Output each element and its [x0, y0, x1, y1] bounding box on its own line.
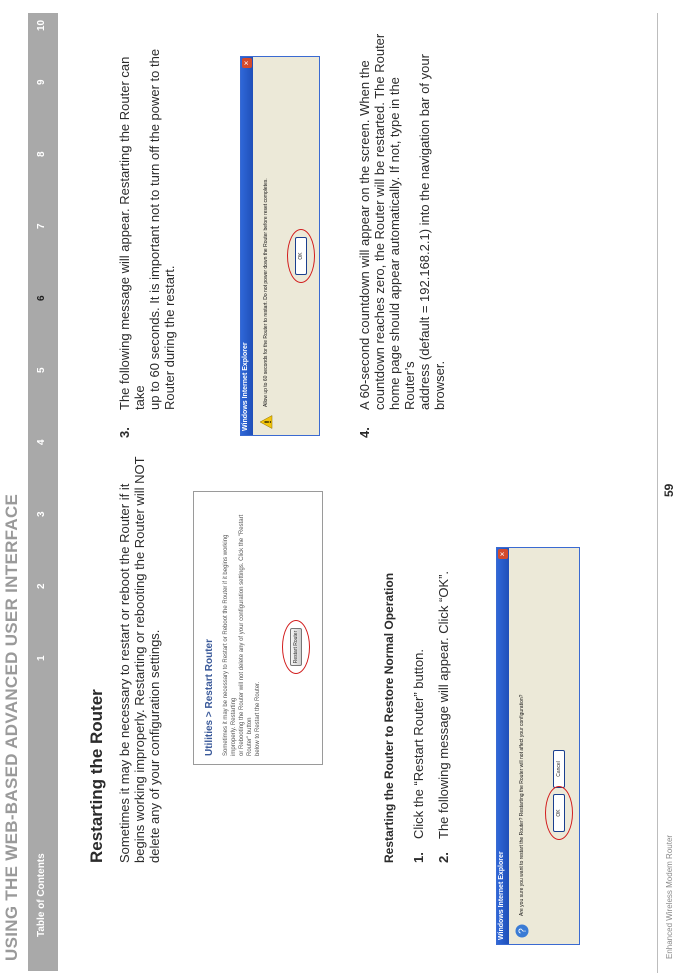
step-line: Router during the restart. — [162, 265, 177, 410]
page-number: 59 — [662, 483, 676, 497]
step-number: 4. — [357, 427, 372, 438]
step-4-text — [357, 30, 447, 410]
dialog-message: Allow up to 60 seconds for the Router to restart. Do not power down the Router before reset completes. — [263, 178, 269, 407]
dialog-title: Windows Internet Explorer — [498, 851, 505, 940]
toc-chapter-2[interactable]: 2 — [36, 583, 47, 589]
restart-router-screenshot — [193, 491, 323, 765]
page-header-title: USING THE WEB-BASED ADVANCED USER INTERFACE — [2, 493, 21, 961]
intro-paragraph — [117, 456, 162, 863]
toc-chapter-9[interactable]: 9 — [36, 79, 47, 85]
toc-chapter-6[interactable]: 6 — [36, 295, 47, 301]
step-line: address (default = 192.168.2.1) into the navigation bar of your — [417, 54, 432, 410]
toc-chapter-8[interactable]: 8 — [36, 151, 47, 157]
step-number: 3. — [117, 427, 132, 438]
step-number: 2. — [436, 852, 451, 863]
screenshot-text-line: Sometimes it may be necessary to Restart or Reboot the Router if it begins working improperly. Restarting — [223, 534, 237, 756]
restart-info-dialog — [240, 56, 320, 436]
ok-button[interactable]: OK — [553, 794, 565, 832]
step-line: A 60-second countdown will appear on the screen. When the — [357, 60, 372, 410]
dialog-titlebar — [241, 57, 253, 435]
cancel-button[interactable]: Cancel — [553, 750, 565, 788]
toc-chapter-10[interactable]: 10 — [36, 19, 47, 31]
toc-chapter-4[interactable]: 4 — [36, 439, 47, 445]
intro-line: delete any of your configuration settings. — [147, 629, 162, 863]
footer-divider — [657, 13, 658, 973]
close-icon[interactable]: × — [498, 549, 508, 559]
screenshot-text — [222, 506, 262, 756]
intro-line: begins working improperly. Restarting or rebooting the Router will NOT — [132, 456, 147, 863]
close-icon[interactable]: × — [242, 58, 252, 68]
step-line: up to 60 seconds. It is important not to turn off the power to the — [147, 48, 162, 410]
confirm-dialog — [496, 547, 580, 945]
highlight-circle — [545, 786, 573, 840]
svg-text:?: ? — [517, 928, 529, 934]
question-icon — [515, 924, 529, 938]
step-line: countdown reaches zero, the Router will be restarted. The Router — [372, 33, 387, 410]
step-text: The following message will appear. Click “OK”. — [436, 570, 451, 839]
section-heading: Restarting the Router — [87, 689, 106, 863]
toc-bar — [28, 13, 58, 971]
toc-chapter-3[interactable]: 3 — [36, 511, 47, 517]
step-line: home page should appear automatically. If not, type in the Router’s — [387, 77, 417, 410]
dialog-title: Windows Internet Explorer — [242, 342, 249, 431]
subsection-heading: Restarting the Router to Restore Normal Operation — [382, 572, 396, 863]
restart-router-button[interactable]: Restart Router — [290, 628, 302, 666]
step-text: Click the “Restart Router” button. — [411, 648, 426, 839]
step-3-text — [117, 30, 177, 410]
screenshot-title: Utilities > Restart Router — [204, 639, 215, 756]
toc-chapter-5[interactable]: 5 — [36, 367, 47, 373]
toc-link[interactable]: Table of Contents — [36, 853, 47, 937]
screenshot-text-line: or Rebooting the Router will not delete any of your configuration settings. Click the "Restart Router" button — [239, 514, 253, 756]
warning-icon — [259, 415, 273, 429]
toc-chapter-7[interactable]: 7 — [36, 223, 47, 229]
step-line: The following message will appear. Restarting the Router can take — [117, 56, 147, 410]
ok-button[interactable]: OK — [295, 237, 307, 275]
toc-chapter-1[interactable]: 1 — [36, 655, 47, 661]
intro-line: Sometimes it may be necessary to restart or reboot the Router if it — [117, 483, 132, 863]
step-line: browser. — [432, 360, 447, 410]
step-number: 1. — [411, 852, 426, 863]
dialog-titlebar — [497, 548, 509, 944]
dialog-message: Are you sure you want to restart the Router? Restarting the Router will not affect your configuration? — [519, 694, 525, 916]
screenshot-text-line: below to Restart the Router. — [255, 681, 261, 756]
highlight-circle — [287, 229, 315, 283]
highlight-circle — [282, 620, 310, 674]
footer-product-name: Enhanced Wireless Modem Router — [665, 834, 674, 959]
svg-text:!: ! — [263, 420, 273, 424]
